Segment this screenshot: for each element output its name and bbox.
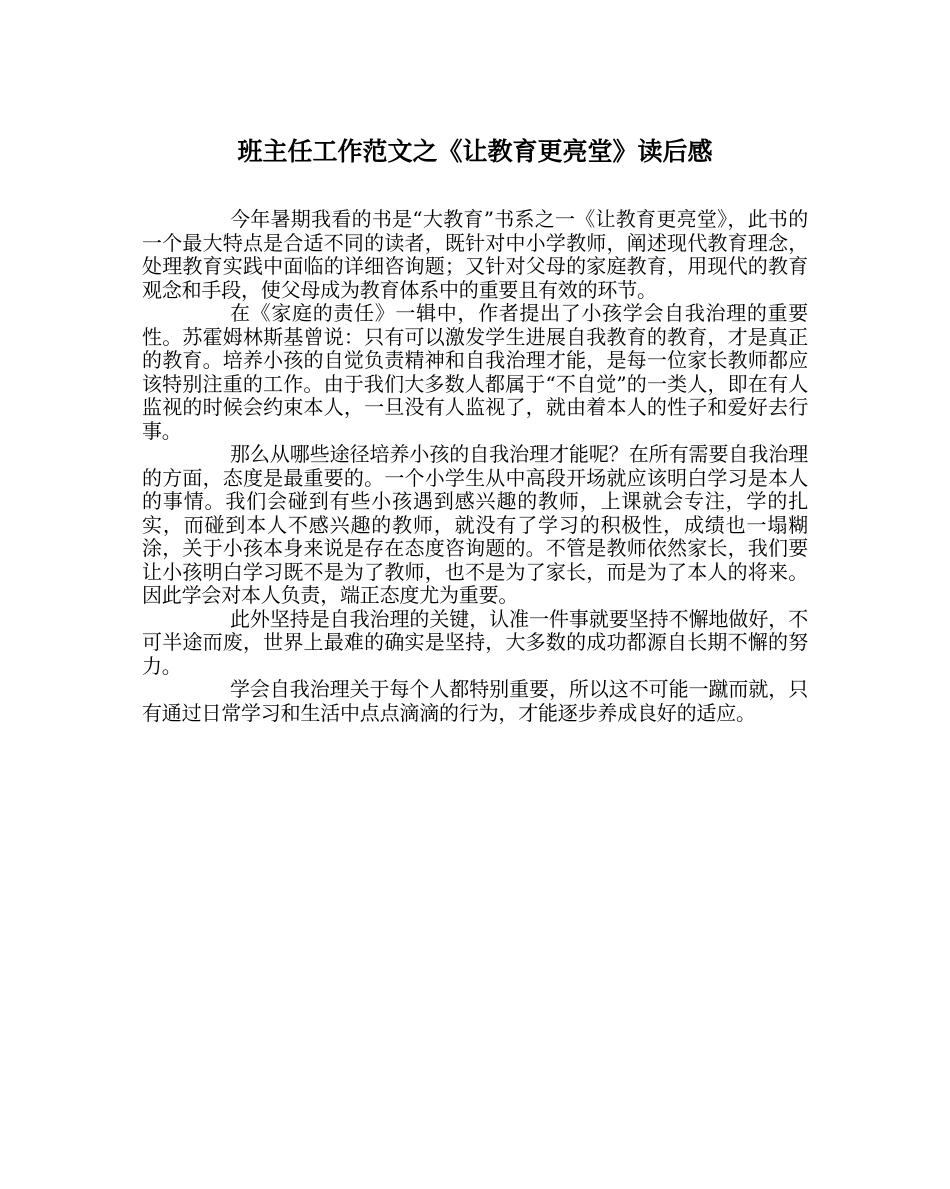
paragraph-4: 此外坚持是自我治理的关键，认准一件事就要坚持不懈地做好，不可半途而废，世界上最难的确实是坚持，大多数的成功都源自长期不懈的努力。 xyxy=(142,606,808,678)
paragraph-5: 学会自我治理关于每个人都特别重要，所以这不可能一蹴而就，只有通过日常学习和生活中点点滴滴的行为，才能逐步养成良好的适应。 xyxy=(142,677,808,725)
paragraph-3: 那么从哪些途径培养小孩的自我治理才能呢？在所有需要自我治理的方面，态度是最重要的。一个小学生从中高段开场就应该明白学习是本人的事情。我们会碰到有些小孩遇到感兴趣的教师，上课就会专注，学的扎实，而碰到本人不感兴趣的教师，就没有了学习的积极性，成绩也一塌糊涂，关于小孩本身来说是存在态度咨询题的。不管是教师依然家长，我们要让小孩明白学习既不是为了教师，也不是为了家长，而是为了本人的将来。因此学会对本人负责，端正态度尤为重要。 xyxy=(142,442,808,607)
document-body xyxy=(142,208,808,725)
paragraph-2: 在《家庭的责任》一辑中，作者提出了小孩学会自我治理的重要性。苏霍姆林斯基曾说：只有可以激发学生进展自我教育的教育，才是真正的教育。培养小孩的自觉负责精神和自我治理才能，是每一位家长教师都应该特别注重的工作。由于我们大多数人都属于“不自觉”的一类人，即在有人监视的时候会约束本人，一旦没有人监视了，就由着本人的性子和爱好去行事。 xyxy=(142,301,808,443)
document-title: 班主任工作范文之《让教育更亮堂》读后感 xyxy=(237,137,713,166)
paragraph-1: 今年暑期我看的书是“大教育”书系之一《让教育更亮堂》，此书的一个最大特点是合适不同的读者，既针对中小学教师，阐述现代教育理念，处理教育实践中面临的详细咨询题；又针对父母的家庭教育，用现代的教育观念和手段，使父母成为教育体系中的重要且有效的环节。 xyxy=(142,207,808,302)
